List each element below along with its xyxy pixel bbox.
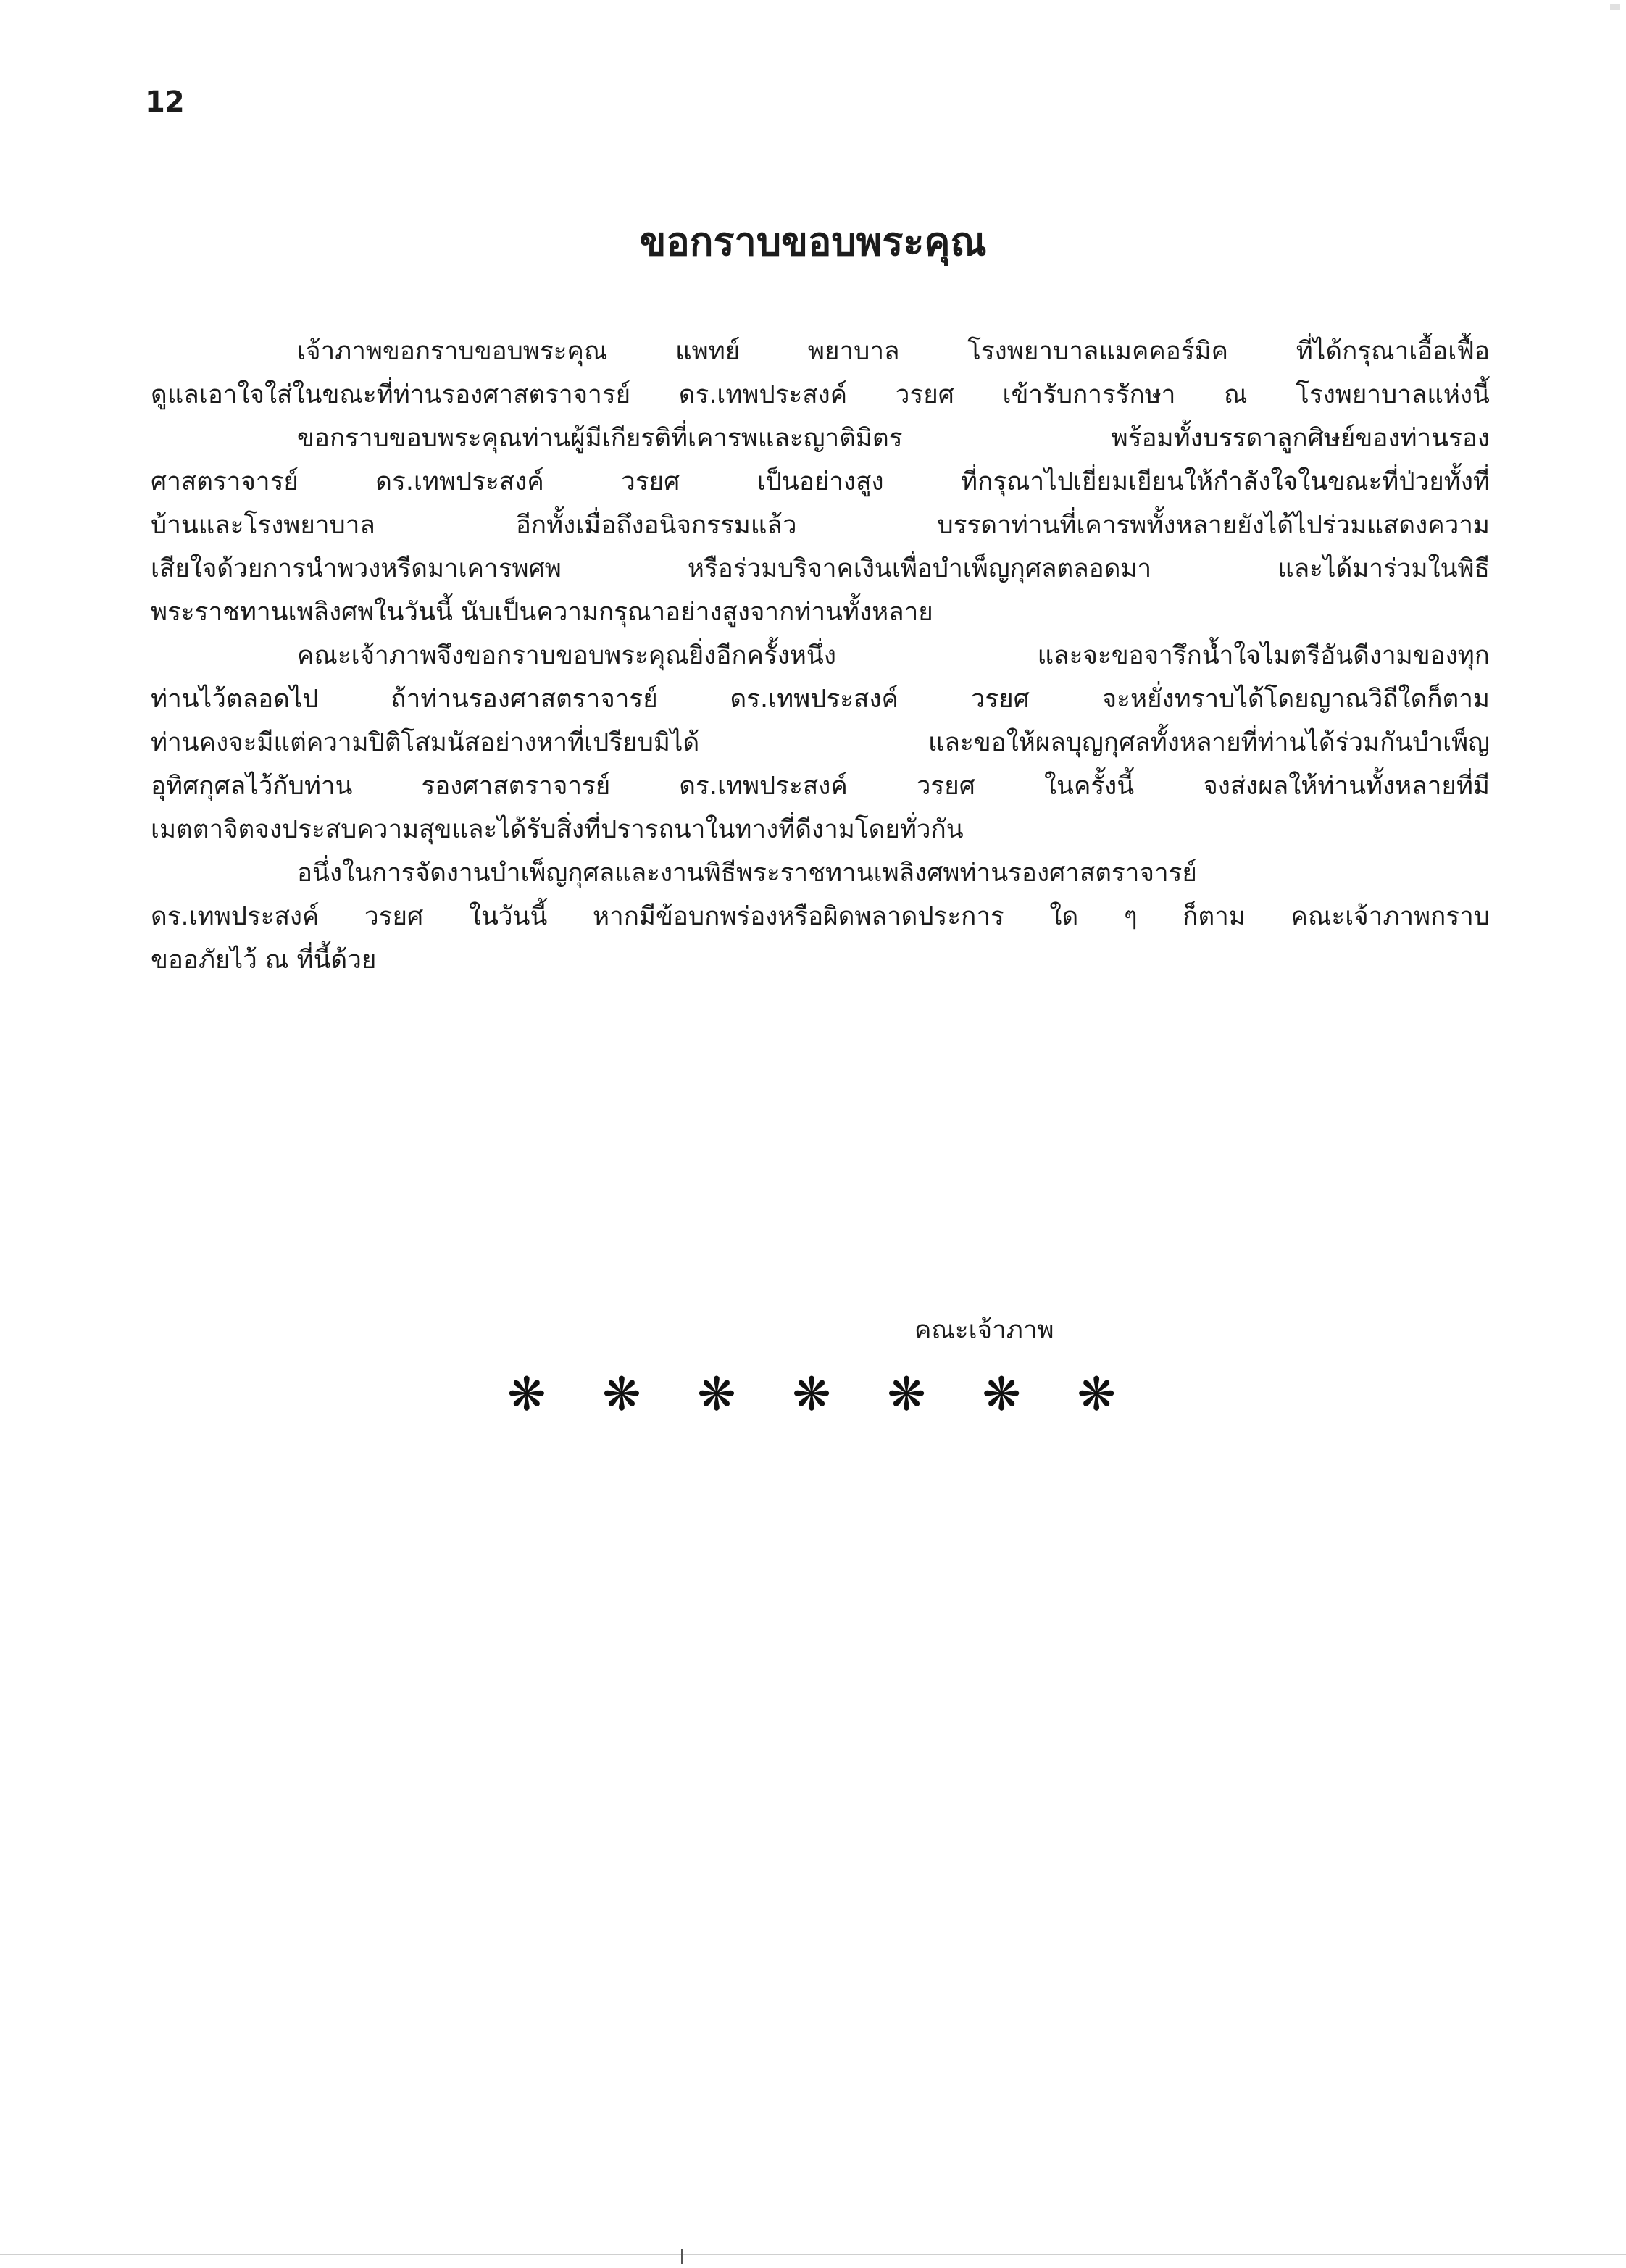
acknowledgement-body <box>151 330 1490 982</box>
ornament-icon: ❋ <box>602 1368 641 1422</box>
body-line: อุทิศกุศลไว้กับท่าน รองศาสตราจารย์ ดร.เทพประสงค์ วรยศ ในครั้งนี้ จงส่งผลให้ท่านทั้งหลายที่มี <box>151 772 1490 801</box>
body-line: ท่านคงจะมีแต่ความปิติโสมนัสอย่างหาที่เปรียบมิได้ และขอให้ผลบุญกุศลทั้งหลายที่ท่านได้ร่วมกันบำเพ็ญ <box>151 728 1490 757</box>
ornament-icon: ❋ <box>982 1368 1021 1422</box>
body-line: เมตตาจิตจงประสบความสุขและได้รับสิ่งที่ปรารถนาในทางที่ดีงามโดยทั่วกัน <box>151 815 964 844</box>
body-line: ขอกราบขอบพระคุณท่านผู้มีเกียรติที่เคารพและญาติมิตร พร้อมทั้งบรรดาลูกศิษย์ของท่านรอง <box>297 424 1490 453</box>
body-line: คณะเจ้าภาพจึงขอกราบขอบพระคุณยิ่งอีกครั้งหนึ่ง และจะขอจารึกน้ำใจไมตรีอันดีงามของทุก <box>297 641 1490 670</box>
body-line: ศาสตราจารย์ ดร.เทพประสงค์ วรยศ เป็นอย่างสูง ที่กรุณาไปเยี่ยมเยียนให้กำลังใจในขณะที่ป่วยทั้งที่ <box>151 467 1490 496</box>
body-line: เจ้าภาพขอกราบขอบพระคุณ แพทย์ พยาบาล โรงพยาบาลแมคคอร์มิค ที่ได้กรุณาเอื้อเฟื้อ <box>297 337 1490 366</box>
body-line: อนึ่งในการจัดงานบำเพ็ญกุศลและงานพิธีพระราชทานเพลิงศพท่านรองศาสตราจารย์ <box>297 859 1197 888</box>
signature: คณะเจ้าภาพ <box>914 1316 1054 1345</box>
body-line: พระราชทานเพลิงศพในวันนี้ นับเป็นความกรุณาอย่างสูงจากท่านทั้งหลาย <box>151 598 933 627</box>
page-title: ขอกราบขอบพระคุณ <box>639 219 987 264</box>
body-line: ดูแลเอาใจใส่ในขณะที่ท่านรองศาสตราจารย์ ดร.เทพประสงค์ วรยศ เข้ารับการรักษา ณ โรงพยาบาลแห่งนี้ <box>151 380 1490 409</box>
page-number: 12 <box>145 86 184 119</box>
ornament-icon: ❋ <box>1077 1368 1116 1422</box>
ornament-icon: ❋ <box>887 1368 926 1422</box>
body-line: ท่านไว้ตลอดไป ถ้าท่านรองศาสตราจารย์ ดร.เทพประสงค์ วรยศ จะหยั่งทราบได้โดยญาณวิถีใดก็ตาม <box>151 685 1490 714</box>
ornament-icon: ❋ <box>792 1368 831 1422</box>
body-line: ขออภัยไว้ ณ ที่นี้ด้วย <box>151 946 377 975</box>
body-line: บ้านและโรงพยาบาล อีกทั้งเมื่อถึงอนิจกรรมแล้ว บรรดาท่านที่เคารพทั้งหลายยังได้ไปร่วมแสดงความ <box>151 511 1490 540</box>
body-line: เสียใจด้วยการนำพวงหรีดมาเคารพศพ หรือร่วมบริจาคเงินเพื่อบำเพ็ญกุศลตลอดมา และได้มาร่วมในพิธี <box>151 554 1490 583</box>
ornament-icon: ❋ <box>697 1368 736 1422</box>
scan-edge-divider <box>0 2254 1626 2255</box>
ornament-icon: ❋ <box>507 1368 546 1422</box>
ornament-row <box>507 1366 1116 1424</box>
body-line: ดร.เทพประสงค์ วรยศ ในวันนี้ หากมีข้อบกพร่องหรือผิดพลาดประการ ใด ๆ ก็ตาม คณะเจ้าภาพกราบ <box>151 902 1490 931</box>
scan-corner-mark <box>1610 4 1620 10</box>
scan-tick-mark <box>681 2249 683 2264</box>
